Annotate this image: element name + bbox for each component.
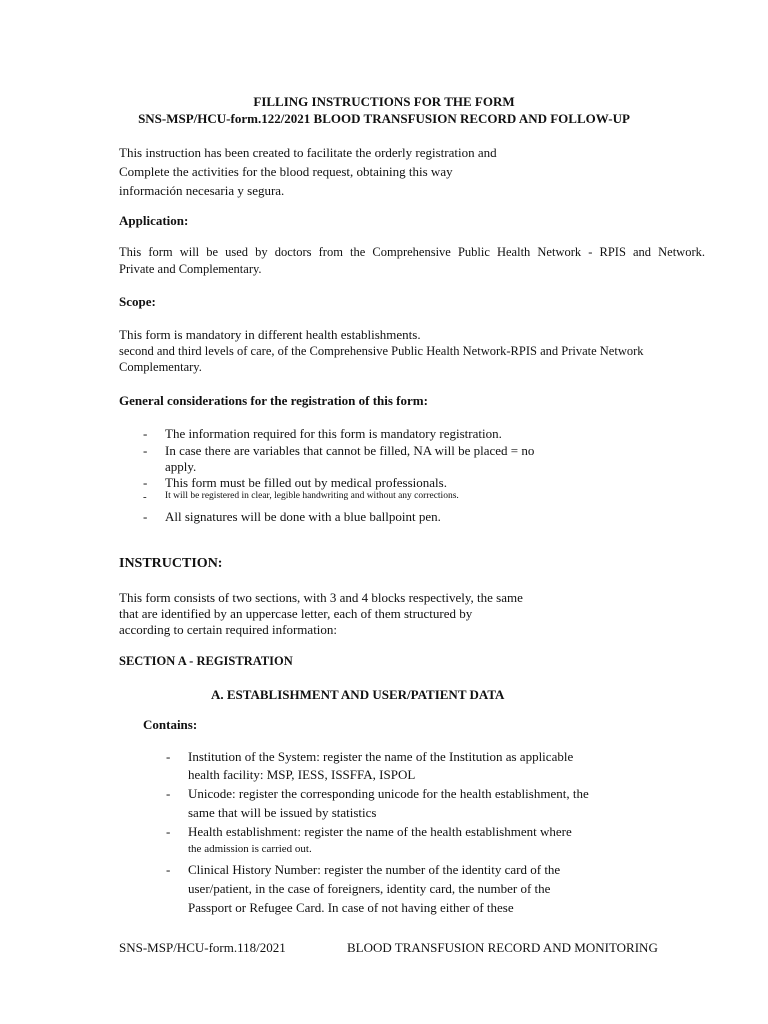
instruction-line: according to certain required information: [119, 622, 338, 637]
section-a-item-continued: user/patient, in the case of foreigners, identity card, the number of the [188, 881, 551, 896]
application-heading: Application: [119, 213, 189, 228]
consideration-item: The information required for this form is mandatory registration. [165, 426, 502, 441]
bullet-dash: - [166, 862, 171, 877]
bullet-dash: - [143, 509, 148, 524]
instruction-line: This form consists of two sections, with 3 and 4 blocks respectively, the same [119, 590, 523, 605]
footer-form-title: BLOOD TRANSFUSION RECORD AND MONITORING [347, 940, 658, 955]
considerations-heading: General considerations for the registration of this form: [119, 393, 428, 408]
section-a-item-continued: same that will be issued by statistics [188, 805, 377, 820]
scope-line: second and third levels of care, of the Comprehensive Public Health Network-RPIS and Private Network [119, 344, 644, 358]
application-line: Private and Complementary. [119, 262, 262, 276]
bullet-dash: - [143, 426, 148, 441]
footer-form-code: SNS-MSP/HCU-form.118/2021 [119, 940, 286, 955]
instruction-line: that are identified by an uppercase letter, each of them structured by [119, 606, 473, 621]
section-a-heading: SECTION A - REGISTRATION [119, 654, 293, 668]
section-a-item: Unicode: register the corresponding unicode for the health establishment, the [188, 786, 589, 801]
scope-heading: Scope: [119, 294, 156, 309]
bullet-dash: - [143, 443, 148, 458]
consideration-item: In case there are variables that cannot be filled, NA will be placed = no [165, 443, 535, 458]
contains-label: Contains: [143, 717, 198, 732]
document-title: FILLING INSTRUCTIONS FOR THE FORM [253, 94, 515, 109]
consideration-item: This form must be filled out by medical professionals. [165, 475, 447, 490]
scope-line: Complementary. [119, 360, 202, 374]
section-a-item-continued: Passport or Refugee Card. In case of not having either of these [188, 900, 514, 915]
intro-line: información necesaria y segura. [119, 183, 285, 198]
bullet-dash: - [166, 786, 171, 801]
section-a-item: Health establishment: register the name of the health establishment where [188, 824, 572, 839]
bullet-dash: - [143, 491, 147, 503]
consideration-item-continued: apply. [165, 459, 197, 474]
scope-line: This form is mandatory in different health establishments. [119, 327, 421, 342]
bullet-dash: - [166, 824, 171, 839]
bullet-dash: - [143, 475, 148, 490]
intro-line: This instruction has been created to facilitate the orderly registration and [119, 145, 497, 160]
consideration-item: It will be registered in clear, legible handwriting and without any corrections. [165, 491, 459, 501]
bullet-dash: - [166, 749, 171, 764]
section-a-item: Institution of the System: register the name of the Institution as applicable [188, 749, 574, 764]
section-a-item-continued: the admission is carried out. [188, 843, 312, 855]
intro-line: Complete the activities for the blood request, obtaining this way [119, 164, 453, 179]
instruction-heading: INSTRUCTION: [119, 556, 223, 571]
application-line: This form will be used by doctors from the Comprehensive Public Health Network - RPIS and Network. [119, 245, 705, 259]
section-a-item-continued: health facility: MSP, IESS, ISSFFA, ISPOL [188, 767, 416, 782]
block-a-title: A. ESTABLISHMENT AND USER/PATIENT DATA [211, 687, 505, 702]
section-a-item: Clinical History Number: register the number of the identity card of the [188, 862, 561, 877]
consideration-item: All signatures will be done with a blue ballpoint pen. [165, 509, 441, 524]
document-subtitle: SNS-MSP/HCU-form.122/2021 BLOOD TRANSFUSION RECORD AND FOLLOW-UP [138, 111, 630, 126]
